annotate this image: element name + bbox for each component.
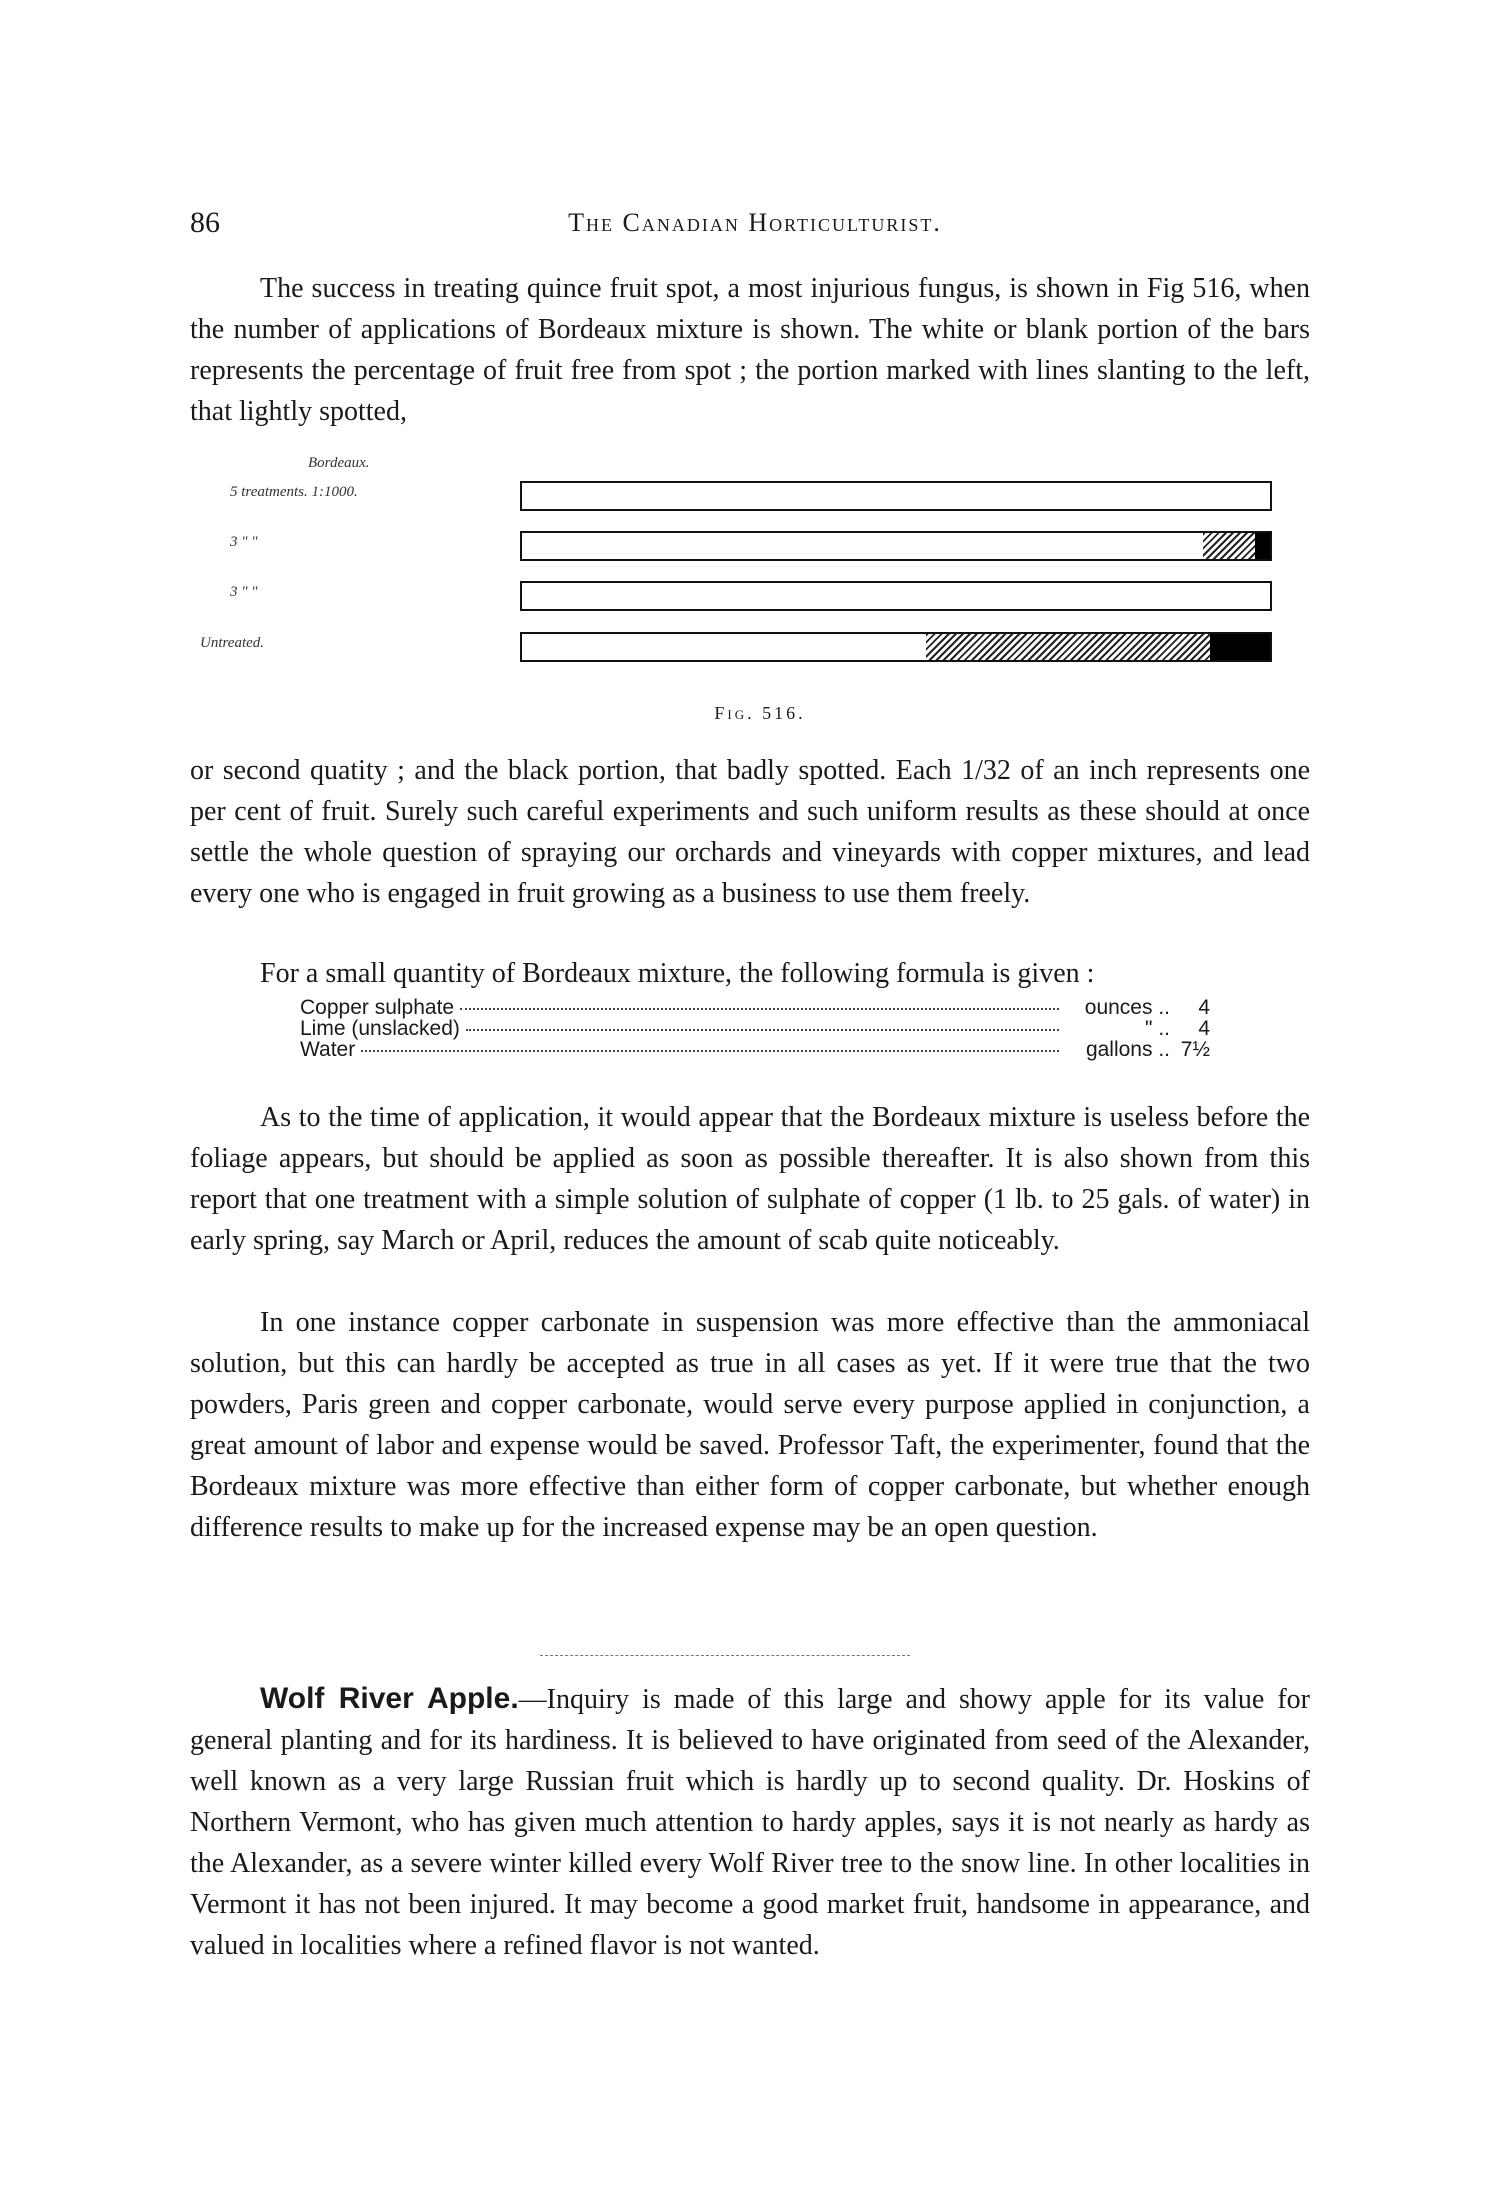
paragraph-application-time: As to the time of application, it would appear that the Bordeaux mixture is useless before the foliage appears, but should be applied as soon as possible thereafter. It is also shown from this report that one treatment with a simple solution of sulphate of copper (1 lb. to 25 gals. of water) in early spring, say March or April, reduces the amount of scab quite noticeably. — [190, 1102, 1310, 1256]
formula-unit: ounces .. — [1084, 996, 1170, 1019]
section-divider — [540, 1655, 910, 1656]
bar-segment-badly-spotted — [1210, 634, 1270, 660]
formula-row — [300, 997, 1210, 1018]
figure-bar — [520, 581, 1272, 611]
article-body: —Inquiry is made of this large and showy apple for its value for general planting and for its hardiness. It is believed to have originated from seed of the Alexander, well known as a very large Russian fruit which is hardly up to second quality. Dr. Hoskins of Northern Vermont, who has given much attention to hardy apples, says it is not nearly as hardy as the Alexander, as a severe winter killed every Wolf River tree to the snow line. In other localities in Vermont it has not been injured. It may become a good market fruit, handsome in appearance, and valued in localities where a refined flavor is not wanted. — [190, 1684, 1310, 1961]
formula-table — [300, 997, 1210, 1060]
bar-segment-badly-spotted — [1255, 533, 1270, 559]
article-wolf-river-apple — [190, 1678, 1310, 1966]
figure-bar — [520, 632, 1272, 662]
formula-ingredient: Lime (unslacked) — [300, 1017, 460, 1040]
figure-bar — [520, 481, 1272, 511]
formula-row — [300, 1018, 1210, 1039]
bar-segment-lightly-spotted — [926, 634, 1210, 660]
page-number: 86 — [190, 206, 220, 239]
paragraph-intro: The success in treating quince fruit spot, a most injurious fungus, is shown in Fig 516, when the number of applications of Bordeaux mixture is shown. The white or blank portion of the bars represents the percentage of fruit free from spot ; the portion marked with lines slanting to the left, that lightly spotted, — [190, 273, 1310, 427]
figure-row-label: 3 " " — [230, 584, 258, 600]
formula-unit: gallons .. — [1085, 1038, 1170, 1061]
figure-caption: Fig. 516. — [714, 703, 806, 723]
formula-ingredient: Water — [300, 1038, 356, 1061]
figure-row-label: Untreated. — [200, 635, 265, 651]
figure-row-label: 5 treatments. 1:1000. — [230, 484, 358, 500]
formula-leader-dots — [361, 1050, 1059, 1052]
figure-column-heading: Bordeaux. — [308, 455, 370, 471]
figure-bar — [520, 531, 1272, 561]
running-title: The Canadian Horticulturist. — [568, 208, 942, 237]
paragraph-copper-carbonate: In one instance copper carbonate in suspension was more effective than the ammoniacal solution, but this can hardly be accepted as true in all cases as yet. If it were true that the two powders, Paris green and copper carbonate, would serve every purpose applied in conjunction, a great amount of labor and expense would be saved. Professor Taft, the experimenter, found that the Bordeaux mixture was more effective than either form of copper carbonate, but whether enough difference results to make up for the increased expense may be an open question. — [190, 1307, 1310, 1543]
formula-unit: " .. — [1145, 1017, 1170, 1040]
figure-516 — [200, 455, 1320, 725]
formula-quantity: 4 — [1198, 996, 1210, 1019]
paragraph-formula-intro: For a small quantity of Bordeaux mixture, the following formula is given : — [260, 958, 1095, 989]
formula-leader-dots — [466, 1029, 1059, 1031]
bar-segment-lightly-spotted — [1203, 533, 1255, 559]
figure-row-label: 3 " " — [230, 534, 258, 550]
formula-row — [300, 1039, 1210, 1060]
formula-quantity: 4 — [1198, 1017, 1210, 1040]
formula-quantity: 7½ — [1180, 1038, 1210, 1061]
formula-ingredient: Copper sulphate — [300, 996, 455, 1019]
article-heading: Wolf River Apple. — [260, 1682, 519, 1715]
page-header — [190, 206, 1320, 246]
formula-leader-dots — [460, 1008, 1059, 1010]
paragraph-continuation: or second quatity ; and the black portion, that badly spotted. Each 1/32 of an inch represents one per cent of fruit. Surely such careful experiments and such uniform results as these should at once settle the whole question of spraying our orchards and vineyards with copper mixtures, and lead every one who is engaged in fruit growing as a business to use them freely. — [190, 755, 1310, 909]
